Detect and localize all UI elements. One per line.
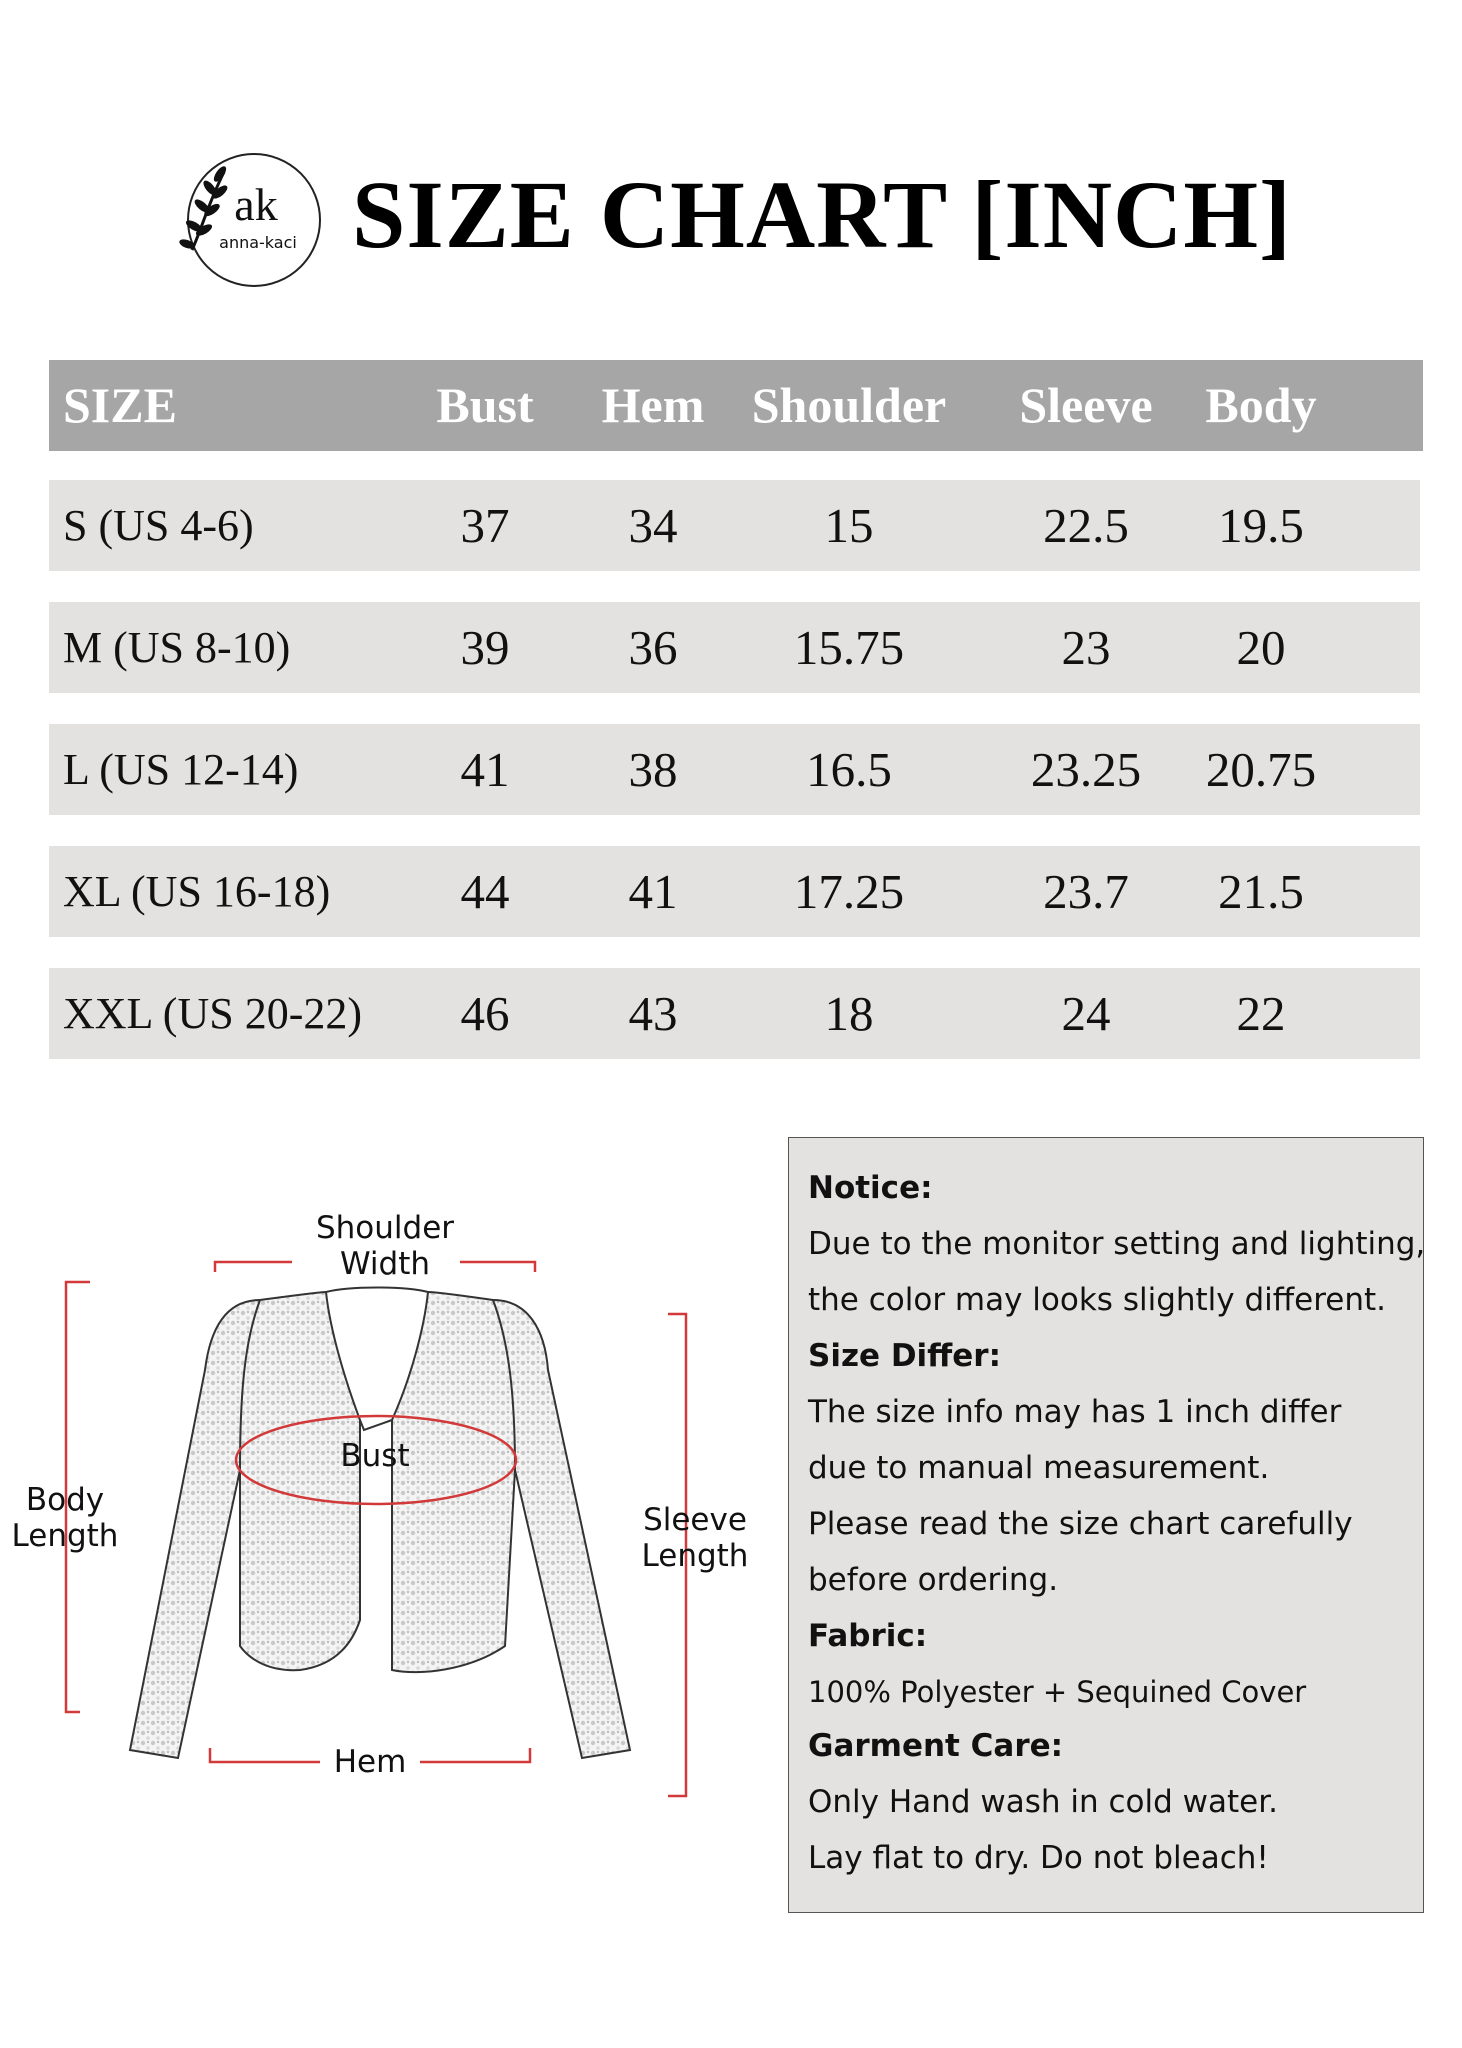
cell-sleeve: 24	[1061, 986, 1111, 1041]
notice-text: the color may looks slightly different.	[808, 1282, 1386, 1318]
cell-shoulder: 16.5	[806, 742, 892, 797]
cell-body: 21.5	[1218, 864, 1304, 919]
cell-size: XL (US 16-18)	[63, 867, 331, 916]
label-sleeve-line1: Sleeve	[643, 1502, 747, 1538]
size-differ-text: Please read the size chart carefully	[808, 1506, 1353, 1542]
cell-bust: 39	[460, 620, 510, 675]
label-sleeve-line2: Length	[641, 1538, 749, 1574]
header	[0, 140, 1462, 300]
cell-hem: 38	[628, 742, 678, 797]
cell-size: XXL (US 20-22)	[63, 989, 362, 1038]
size-differ-text: due to manual measurement.	[808, 1450, 1270, 1486]
cell-bust: 41	[460, 742, 510, 797]
cell-shoulder: 18	[824, 986, 874, 1041]
label-hem: Hem	[333, 1744, 407, 1780]
table-row	[49, 968, 1420, 1059]
header-size: SIZE	[63, 377, 177, 433]
fabric-text: 100% Polyester + Sequined Cover	[808, 1675, 1307, 1709]
notice-box	[788, 1137, 1424, 1913]
cell-hem: 43	[628, 986, 678, 1041]
table-row	[49, 846, 1420, 937]
table-row	[49, 602, 1420, 693]
cell-body: 19.5	[1218, 498, 1304, 553]
size-differ-heading: Size Differ:	[808, 1338, 1001, 1374]
cell-shoulder: 17.25	[793, 864, 905, 919]
cell-hem: 41	[628, 864, 678, 919]
logo-text: anna-kaci	[219, 233, 297, 252]
size-differ-text: before ordering.	[808, 1562, 1059, 1598]
notice-text: Due to the monitor setting and lighting,	[808, 1226, 1426, 1262]
header-bust: Bust	[436, 377, 534, 433]
label-shoulder-width	[300, 1210, 470, 1282]
cell-hem: 36	[628, 620, 678, 675]
size-differ-text: The size info may has 1 inch differ	[808, 1394, 1342, 1430]
cell-body: 22	[1236, 986, 1286, 1041]
brand-logo	[172, 148, 322, 288]
logo-mark: ak	[234, 179, 278, 230]
label-body-line2: Length	[11, 1518, 119, 1554]
label-shoulder-line1: Shoulder	[315, 1210, 455, 1246]
cell-shoulder: 15	[824, 498, 874, 553]
cell-size: S (US 4-6)	[63, 501, 254, 550]
header-shoulder: Shoulder	[751, 377, 947, 433]
brand-logo-graphic	[172, 148, 322, 288]
page-title: SIZE CHART [INCH]	[352, 161, 1293, 268]
header-hem: Hem	[601, 377, 705, 433]
cell-sleeve: 23	[1061, 620, 1111, 675]
cell-hem: 34	[628, 498, 678, 553]
label-sleeve-length	[630, 1502, 760, 1574]
header-body: Body	[1205, 377, 1317, 433]
header-sleeve: Sleeve	[1019, 377, 1153, 433]
fabric-heading: Fabric:	[808, 1618, 928, 1654]
cell-shoulder: 15.75	[793, 620, 905, 675]
table-header	[49, 360, 1423, 451]
label-body-length	[0, 1482, 130, 1554]
garment-care-heading: Garment Care:	[808, 1728, 1064, 1764]
cell-sleeve: 22.5	[1043, 498, 1129, 553]
cell-body: 20	[1236, 620, 1286, 675]
garment-care-text: Lay flat to dry. Do not bleach!	[808, 1840, 1269, 1876]
cell-bust: 44	[460, 864, 510, 919]
measurement-diagram	[0, 1190, 780, 1840]
cell-bust: 46	[460, 986, 510, 1041]
table-row	[49, 724, 1420, 815]
table-row	[49, 480, 1420, 571]
cell-bust: 37	[460, 498, 510, 553]
cell-body: 20.75	[1205, 742, 1317, 797]
cell-sleeve: 23.25	[1030, 742, 1142, 797]
cell-size: M (US 8-10)	[63, 623, 291, 672]
label-body-line1: Body	[25, 1482, 105, 1518]
cell-size: L (US 12-14)	[63, 745, 299, 794]
notice-heading: Notice:	[808, 1170, 933, 1206]
label-bust: Bust	[340, 1438, 410, 1474]
cell-sleeve: 23.7	[1043, 864, 1129, 919]
garment-care-text: Only Hand wash in cold water.	[808, 1784, 1278, 1820]
label-shoulder-line2: Width	[339, 1246, 431, 1282]
